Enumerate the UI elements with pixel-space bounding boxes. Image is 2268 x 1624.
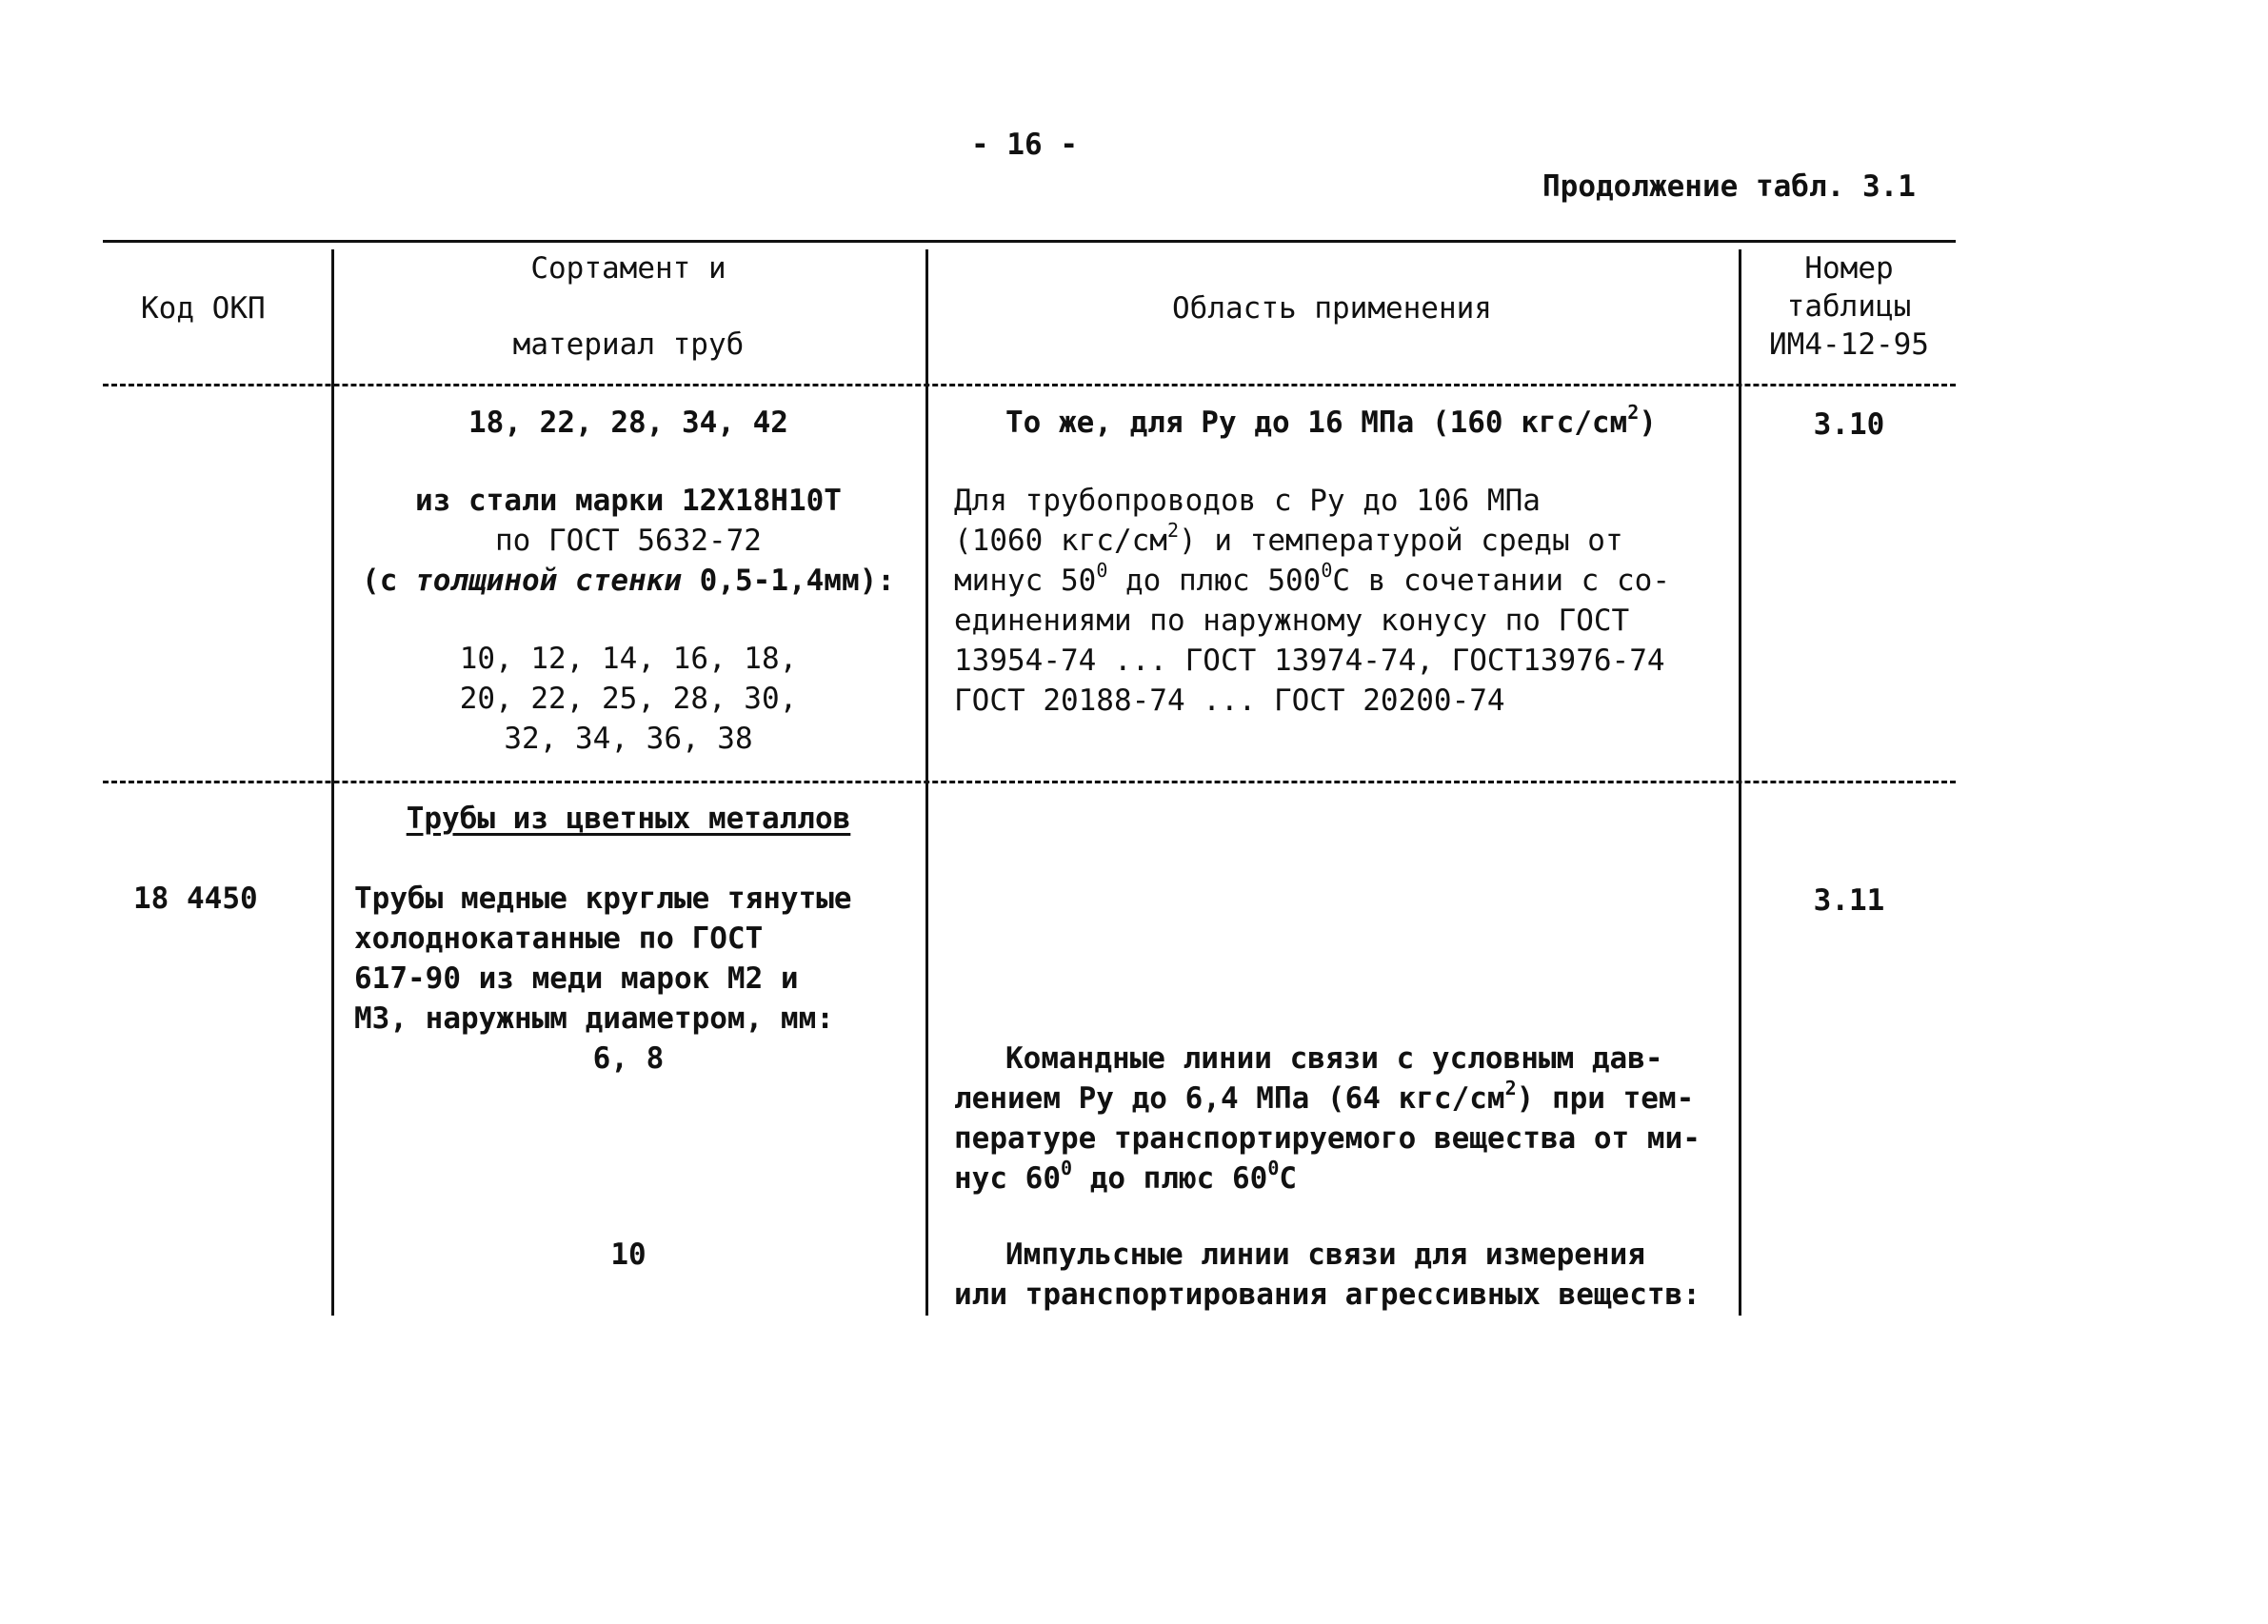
header-table-number-line2: таблицы <box>1786 289 1912 324</box>
header-table-number-line1: Номер <box>1804 251 1894 286</box>
row2-table-number: 3.11 <box>1813 883 1885 918</box>
page-number: - 16 - <box>971 128 1078 162</box>
row2-cmd-line3: пературе транспортируемого вещества от ми- <box>954 1121 1701 1156</box>
row1-sizes-line2: 20, 22, 25, 28, 30, <box>459 682 798 716</box>
row1-app-line2: (1060 кгс/$см^2$) и температурой среды от <box>954 519 1623 558</box>
row1-sizes-line3: 32, 34, 36, 38 <box>504 722 753 756</box>
row1-app-first: То же, для Ру до 16 МПа (160 кгс/$см^2$) <box>1005 401 1657 440</box>
row2-code: 18 4450 <box>133 881 258 916</box>
row2-cmd-line4: нус $60^0$ до плюс $60^0С$ <box>954 1157 1298 1196</box>
table-top-rule <box>103 240 1956 243</box>
row2-sizes-a: 6, 8 <box>592 1041 665 1076</box>
row1-app-line3: минус $50^0$ до плюс $500^0С$ в сочетании с со- <box>954 559 1670 598</box>
row1-material-line1: из стали марки 12Х18Н10Т <box>415 484 842 518</box>
column-rule-2 <box>925 249 928 1316</box>
row2-imp-line2: или транспортирования агрессивных веществ: <box>954 1277 1701 1312</box>
continuation-caption: Продолжение табл. 3.1 <box>1542 169 1916 204</box>
row2-cmd-line1: Командные линии связи с условным дав- <box>1005 1041 1663 1076</box>
row1-app-line1: Для трубопроводов с Ру до 106 МПа <box>954 484 1541 518</box>
header-divider <box>103 384 1956 386</box>
row2-desc-line4: М3, наружным диаметром, мм: <box>354 1001 834 1036</box>
row1-app-line5: 13954-74 ... ГОСТ 13974-74, ГОСТ13976-74 <box>954 644 1665 678</box>
row2-imp-line1: Импульсные линии связи для измерения <box>1005 1238 1645 1272</box>
row1-app-line6: ГОСТ 20188-74 ... ГОСТ 20200-74 <box>954 683 1505 718</box>
row2-section-title: Трубы из цветных металлов <box>406 802 851 836</box>
column-rule-1 <box>331 249 334 1316</box>
row2-desc-line2: холоднокатанные по ГОСТ <box>354 921 764 956</box>
header-assortment-line1: Сортамент и <box>530 251 726 286</box>
header-application: Область применения <box>1172 291 1492 326</box>
header-table-number-line3: ИМ4-12-95 <box>1769 327 1929 362</box>
row1-table-number: 3.10 <box>1813 407 1885 442</box>
header-code: Код ОКП <box>141 291 266 326</box>
row1-material-line2: по ГОСТ 5632-72 <box>495 524 762 558</box>
row2-cmd-line2: лением Ру до 6,4 МПа (64 кгс/$см^2$) при тем- <box>954 1077 1695 1116</box>
row2-desc-line1: Трубы медные круглые тянутые <box>354 881 852 916</box>
row1-sizes-line1: 10, 12, 14, 16, 18, <box>459 642 798 676</box>
row-divider <box>103 781 1956 783</box>
row1-app-line4: единениями по наружному конусу по ГОСТ <box>954 604 1630 638</box>
column-rule-3 <box>1739 249 1741 1316</box>
row2-desc-line3: 617-90 из меди марок М2 и <box>354 961 799 996</box>
row1-sizes-top: 18, 22, 28, 34, 42 <box>468 406 788 440</box>
row1-wall-thickness: (с толщиной стенки 0,5-1,4мм): <box>362 564 895 598</box>
row2-sizes-b: 10 <box>610 1238 647 1272</box>
header-assortment-line2: материал труб <box>512 327 745 362</box>
